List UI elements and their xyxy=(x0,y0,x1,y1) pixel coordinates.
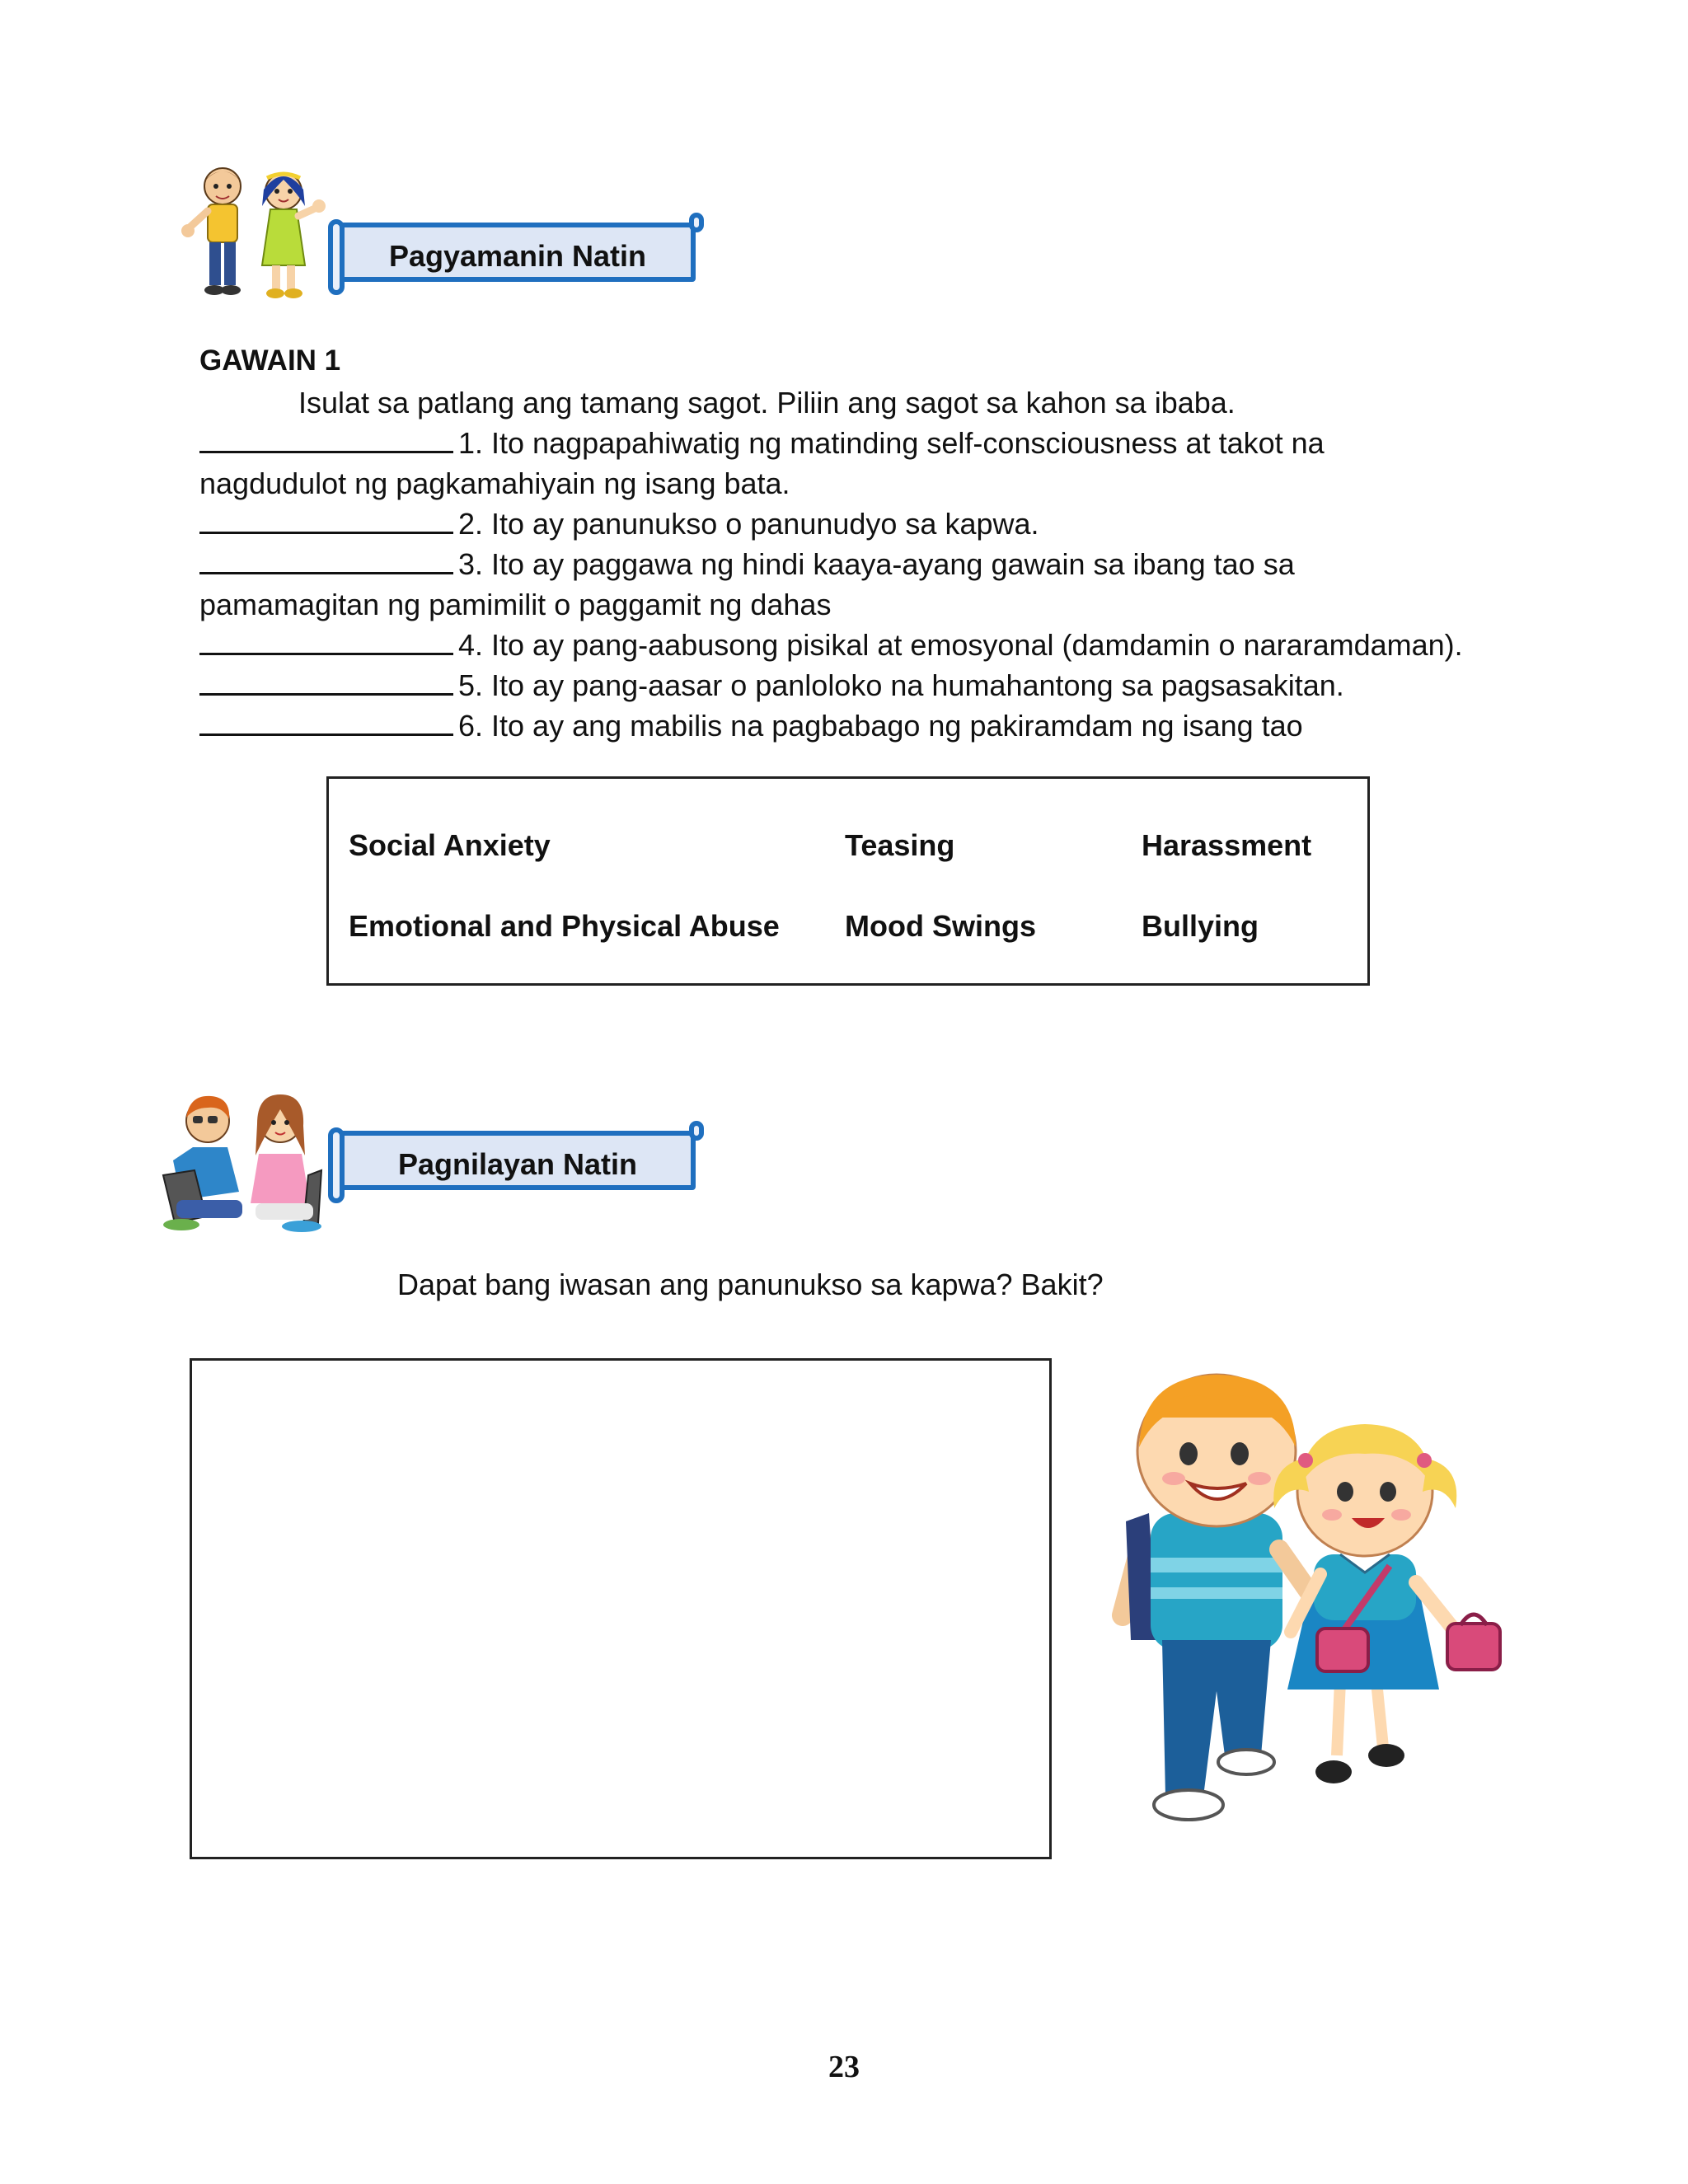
question-line: 5. Ito ay pang-aasar o panloloko na humahantong sa pagsasakitan. xyxy=(199,665,1344,705)
question-line-continuation: pamamagitan ng pamimilit o paggamit ng dahas xyxy=(199,588,832,621)
choice-mood-swings: Mood Swings xyxy=(845,909,1036,943)
banner-roll-right xyxy=(689,213,704,232)
kids-thumbs-up-illustration xyxy=(175,162,331,310)
question-line-continuation: nagdudulot ng pagkamahiyain ng isang bata. xyxy=(199,466,790,500)
reflection-question: Dapat bang iwasan ang panunukso sa kapwa? Bakit? xyxy=(397,1268,1104,1301)
activity-title: GAWAIN 1 xyxy=(199,344,341,377)
choice-harassment: Harassment xyxy=(1142,828,1312,862)
question-line: 3. Ito ay paggawa ng hindi kaaya-ayang gawain sa ibang tao sa xyxy=(199,544,1295,584)
activity-instruction: Isulat sa patlang ang tamang sagot. Piliin ang sagot sa kahon sa ibaba. xyxy=(298,386,1236,419)
answer-blank[interactable] xyxy=(199,625,453,655)
banner-roll-right xyxy=(689,1121,704,1141)
page-number: 23 xyxy=(828,2050,860,2084)
question-line: 4. Ito ay pang-aabusong pisikal at emosyonal (damdamin o nararamdaman). xyxy=(199,625,1463,665)
kids-walking-illustration xyxy=(1093,1368,1541,1830)
answer-blank[interactable] xyxy=(199,665,453,696)
kids-laptop-illustration xyxy=(157,1085,331,1238)
choice-bullying: Bullying xyxy=(1142,909,1259,943)
section-title: Pagyamanin Natin xyxy=(388,239,647,273)
answer-blank[interactable] xyxy=(199,504,453,534)
question-line: 2. Ito ay panunukso o panunudyo sa kapwa. xyxy=(199,504,1039,544)
section-title: Pagnilayan Natin xyxy=(397,1147,638,1181)
question-line: 1. Ito nagpapahiwatig ng matinding self-consciousness at takot na xyxy=(199,423,1325,463)
answer-blank[interactable] xyxy=(199,423,453,453)
reflection-answer-box[interactable] xyxy=(190,1358,1052,1859)
answer-blank[interactable] xyxy=(199,705,453,736)
section-banner-pagnilayan xyxy=(328,1121,707,1195)
answer-blank[interactable] xyxy=(199,544,453,574)
answer-choices-box xyxy=(326,776,1370,986)
question-line: 6. Ito ay ang mabilis na pagbabago ng pakiramdam ng isang tao xyxy=(199,705,1303,746)
choice-social-anxiety: Social Anxiety xyxy=(349,828,551,862)
choice-teasing: Teasing xyxy=(845,828,955,862)
choice-emotional-physical-abuse: Emotional and Physical Abuse xyxy=(349,909,780,943)
section-banner-pagyamanin xyxy=(328,213,707,287)
